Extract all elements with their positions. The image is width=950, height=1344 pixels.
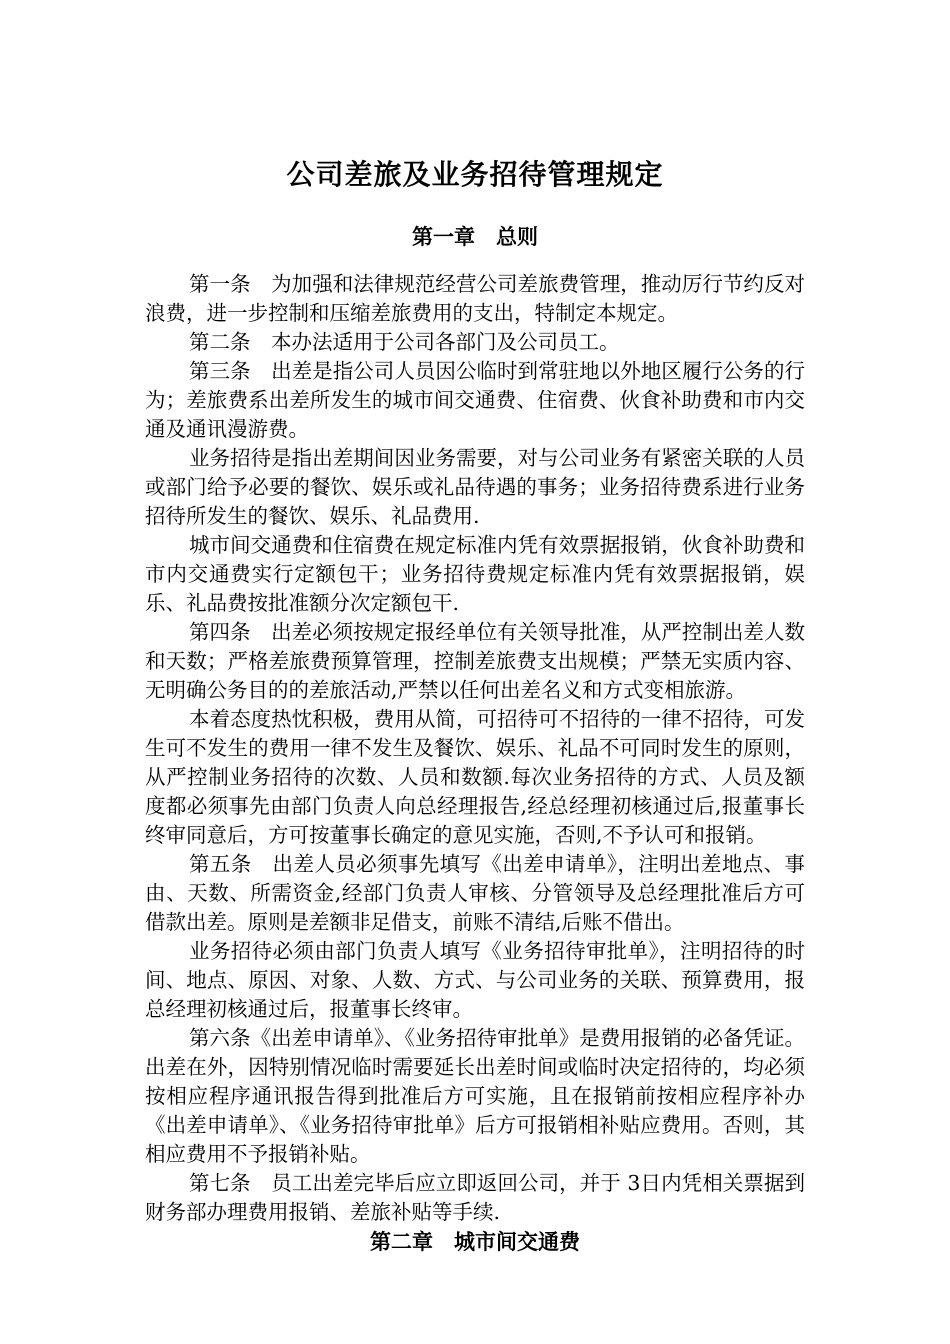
article-5: 第五条 出差人员必须事先填写《出差申请单》，注明出差地点、事由、天数、所需资金,经部门负责人审核、分管领导及总经理批准后方可借款出差。原则是差额非足借支，前账不清结,后账不借出。 bbox=[145, 852, 805, 934]
article-3: 第三条 出差是指公司人员因公临时到常驻地以外地区履行公务的行为；差旅费系出差所发生的城市间交通费、住宿费、伙食补助费和市内交通及通讯漫游费。 bbox=[145, 359, 805, 441]
article-1: 第一条 为加强和法律规范经营公司差旅费管理，推动厉行节约反对浪费，进一步控制和压缩差旅费用的支出，特制定本规定。 bbox=[145, 272, 805, 325]
article-3-reimbursement: 城市间交通费和住宿费在规定标准内凭有效票据报销，伙食补助费和市内交通费实行定额包干；业务招待费规定标准内凭有效票据报销，娱乐、礼品费按批准额分次定额包干. bbox=[145, 533, 805, 615]
article-7: 第七条 员工出差完毕后应立即返回公司，并于 3日内凭相关票据到财务部办理费用报销、差旅补贴等手续. bbox=[145, 1171, 805, 1224]
article-5-entertainment-approval: 业务招待必须由部门负责人填写《业务招待审批单》，注明招待的时间、地点、原因、对象、人数、方式、与公司业务的关联、预算费用，报总经理初核通过后，报董事长终审。 bbox=[145, 939, 805, 1021]
chapter-2-heading: 第二章 城市间交通费 bbox=[370, 1229, 580, 1254]
article-6: 第六条《出差申请单》、《业务招待审批单》是费用报销的必备凭证。出差在外，因特别情况临时需要延长出差时间或临时决定招待的，均必须按相应程序通讯报告得到批准后方可实施，且在报销前按相应程序补办《出差申请单》、《业务招待审批单》后方可报销相补贴应费用。否则，其相应费用不予报销补贴。 bbox=[145, 1026, 805, 1166]
article-3-business-entertainment: 业务招待是指出差期间因业务需要，对与公司业务有紧密关联的人员或部门给予必要的餐饮、娱乐或礼品待遇的事务；业务招待费系进行业务招待所发生的餐饮、娱乐、礼品费用. bbox=[145, 446, 805, 528]
document-title: 公司差旅及业务招待管理规定 bbox=[286, 158, 664, 191]
article-4-principles: 本着态度热忱积极，费用从简，可招待可不招待的一律不招待，可发生可不发生的费用一律不发生及餐饮、娱乐、礼品不可同时发生的原则，从严控制业务招待的次数、人员和数额.每次业务招待的方式、人员及额度都必须事先由部门负责人向总经理报告,经总经理初核通过后,报董事长终审同意后，方可按董事长确定的意见实施，否则,不予认可和报销。 bbox=[145, 707, 805, 847]
article-4: 第四条 出差必须按规定报经单位有关领导批准，从严控制出差人数和天数；严格差旅费预算管理，控制差旅费支出规模；严禁无实质内容、无明确公务目的的差旅活动,严禁以任何出差名义和方式变相旅游。 bbox=[145, 620, 805, 702]
chapter-1-heading: 第一章 总则 bbox=[412, 224, 538, 249]
article-2: 第二条 本办法适用于公司各部门及公司员工。 bbox=[189, 330, 620, 354]
document-body bbox=[145, 270, 805, 1257]
